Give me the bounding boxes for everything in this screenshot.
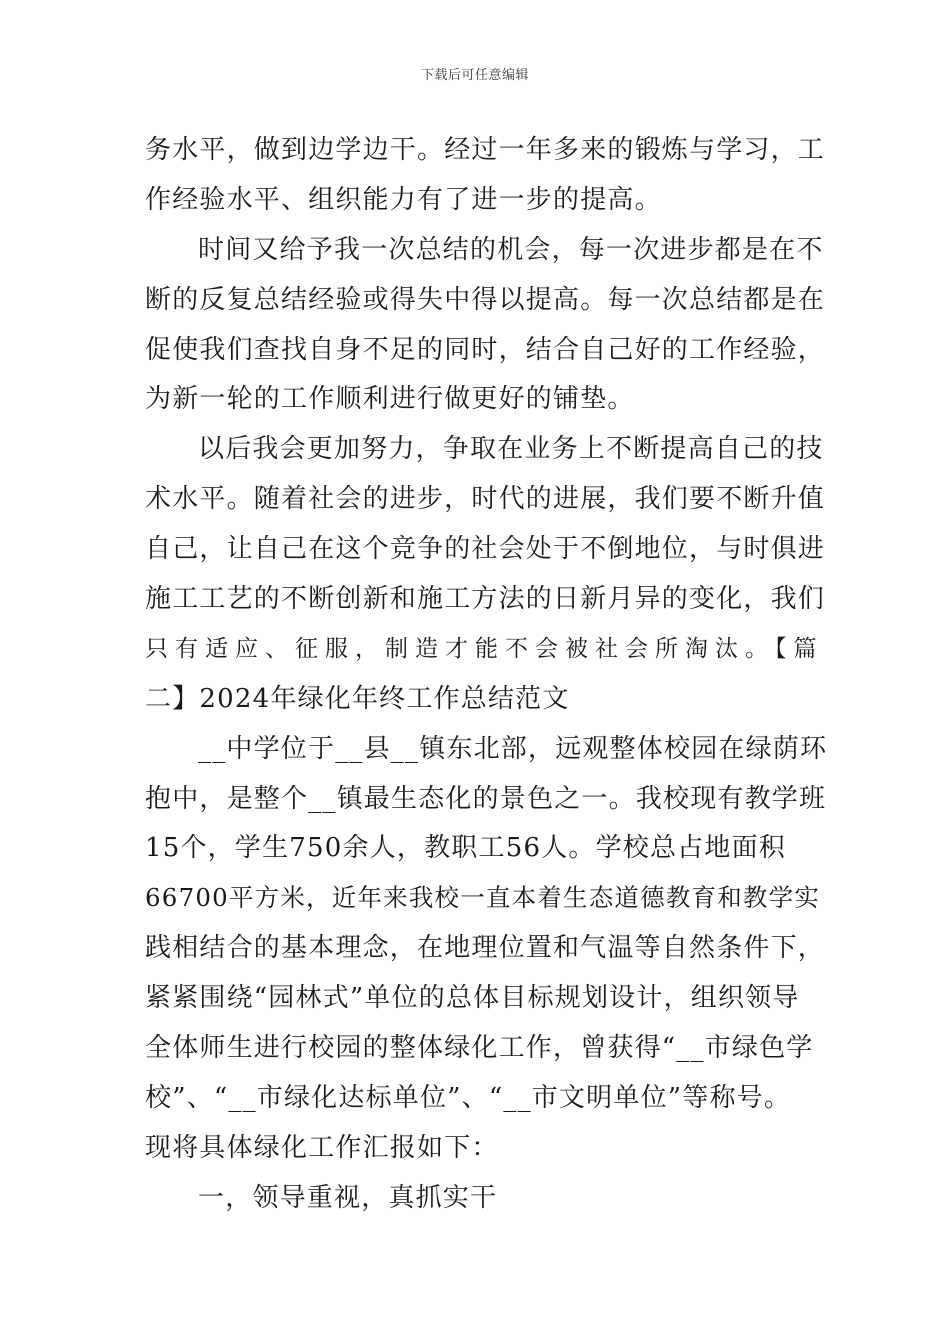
text-line: 现将具体绿化工作汇报如下：	[145, 1133, 499, 1163]
text-line: 时间又给予我一次总结的机会，每一次进步都是在不	[198, 235, 824, 265]
text-line: 只有适应、征服，制造才能不会被社会所淘汰。【篇	[145, 636, 824, 662]
text-line: 务水平，做到边学边干。经过一年多来的锻炼与学习，工	[145, 135, 826, 165]
text-line: 以后我会更加努力，争取在业务上不断提高自己的技	[198, 434, 824, 464]
text-line: 施工工艺的不断创新和施工方法的日新月异的变化，我们	[145, 584, 826, 614]
text-line: 66700平方米，近年来我校一直本着生态道德教育和教学实	[145, 883, 821, 912]
text-line: 践相结合的基本理念，在地理位置和气温等自然条件下，	[145, 933, 826, 963]
text-line: 15个，学生750余人，教职工56人。学校总占地面积	[145, 833, 786, 863]
text-line: 为新一轮的工作顺利进行做更好的铺垫。	[145, 384, 635, 414]
text-line: 术水平。随着社会的进步，时代的进展，我们要不断升值	[145, 484, 826, 514]
text-line: 校”、“__市绿化达标单位”、“__市文明单位”等称号。	[145, 1083, 792, 1113]
text-line: 断的反复总结经验或得失中得以提高。每一次总结都是在	[145, 285, 826, 315]
section-heading: 一，领导重视，真抓实干	[198, 1183, 498, 1213]
text-line: 紧紧围绕“园林式”单位的总体目标规划设计，组织领导	[145, 983, 800, 1013]
text-line: 作经验水平、组织能力有了进一步的提高。	[145, 185, 662, 215]
page-header-note: 下载后可任意编辑	[420, 68, 529, 83]
text-line: 抱中，是整个__镇最生态化的景色之一。我校现有教学班	[145, 784, 827, 814]
text-line: 促使我们查找自身不足的同时，结合自己好的工作经验，	[145, 335, 826, 365]
text-line: 自己，让自己在这个竞争的社会处于不倒地位，与时俱进	[145, 534, 826, 564]
text-line: 二】2024年绿化年终工作总结范文	[145, 684, 570, 714]
text-line: __中学位于__县__镇东北部，远观整体校园在绿荫环	[198, 734, 828, 764]
text-line: 全体师生进行校园的整体绿化工作，曾获得“__市绿色学	[145, 1033, 814, 1063]
